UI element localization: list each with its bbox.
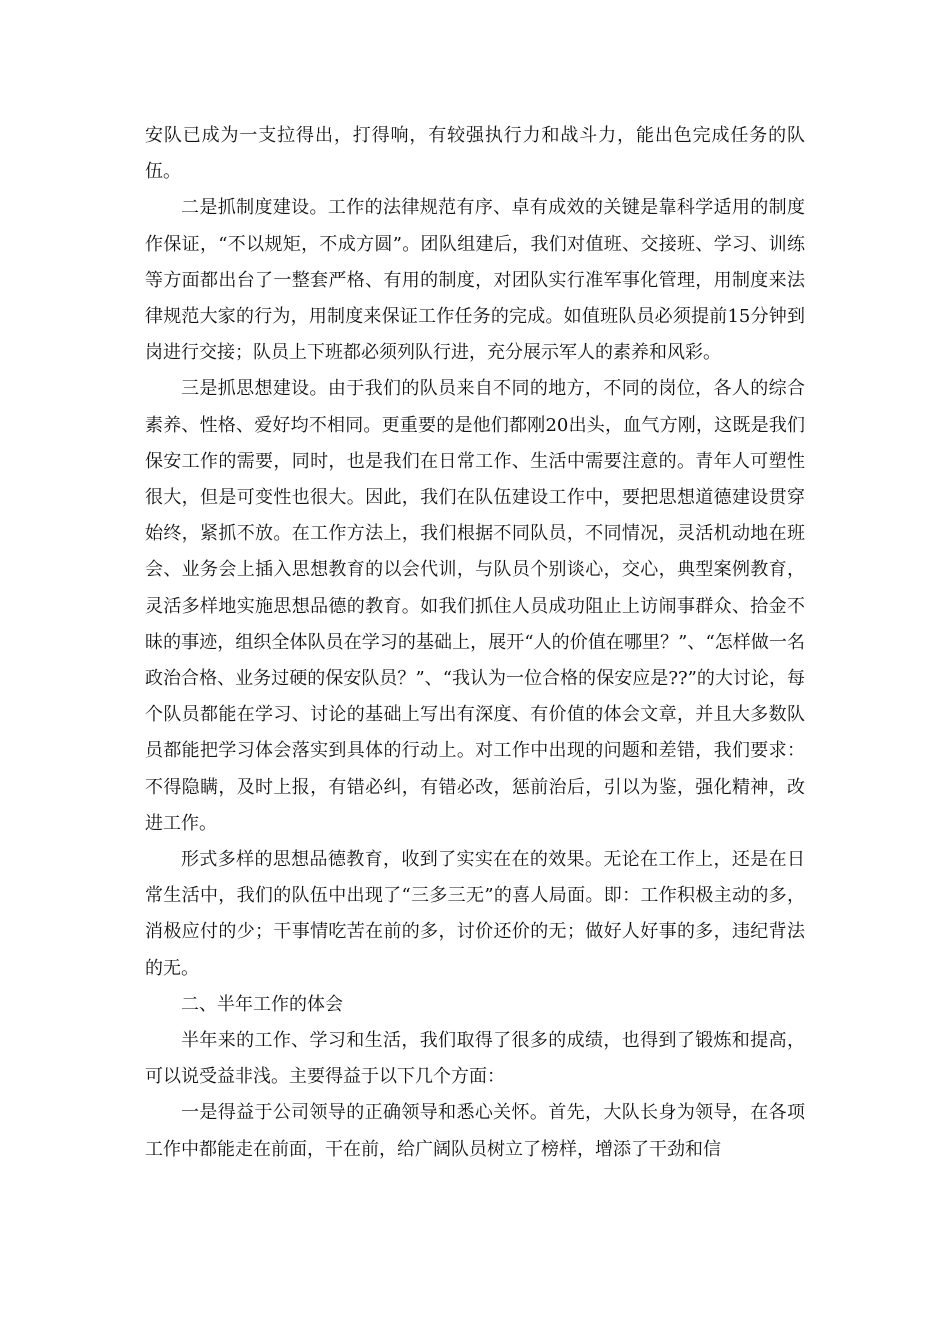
document-page <box>145 118 805 1168</box>
paragraph-continuation: 安队已成为一支拉得出，打得响，有较强执行力和战斗力，能出色完成任务的队伍。 <box>145 125 805 183</box>
paragraph-education-results: 形式多样的思想品德教育，收到了实实在在的效果。无论在工作上，还是在日常生活中，我们的队伍中出现了“三多三无”的喜人局面。即：工作积极主动的多，消极应付的少；干事情吃苦在前的多，讨价还价的无；做好人好事的多，违纪背法的无。 <box>145 849 805 979</box>
paragraph-system-building: 二是抓制度建设。工作的法律规范有序、卓有成效的关键是靠科学适用的制度作保证，“不以规矩，不成方圆”。团队组建后，我们对值班、交接班、学习、训练等方面都出台了一整套严格、有用的制度，对团队实行准军事化管理，用制度来法律规范大家的行为，用制度来保证工作任务的完成。如值班队员必须提前15分钟到岗进行交接；队员上下班都必须列队行进，充分展示军人的素养和风彩。 <box>145 197 805 364</box>
paragraph-ideology-building: 三是抓思想建设。由于我们的队员来自不同的地方，不同的岗位，各人的综合素养、性格、爱好均不相同。更重要的是他们都刚20出头，血气方刚，这既是我们保安工作的需要，同时，也是我们在日常工作、生活中需要注意的。青年人可塑性很大，但是可变性也很大。因此，我们在队伍建设工作中，要把思想道德建设贯穿始终，紧抓不放。在工作方法上，我们根据不同队员，不同情况，灵活机动地在班会、业务会上插入思想教育的以会代训，与队员个别谈心，交心，典型案例教育，灵活多样地实施思想品德的教育。如我们抓住人员成功阻止上访闹事群众、拾金不昧的事迹，组织全体队员在学习的基础上，展开“人的价值在哪里？”、“怎样做一名政治合格、业务过硬的保安队员？”、“我认为一位合格的保安应是??”的大讨论，每个队员都能在学习、讨论的基础上写出有深度、有价值的体会文章，并且大多数队员都能把学习体会落实到具体的行动上。对工作中出现的问题和差错，我们要求：不得隐瞒，及时上报，有错必纠，有错必改，惩前治后，引以为鉴，强化精神，改进工作。 <box>145 378 805 834</box>
section-heading-half-year-experience: 二、半年工作的体会 <box>181 993 343 1015</box>
paragraph-leadership: 一是得益于公司领导的正确领导和悉心关怀。首先，大队长身为领导，在各项工作中都能走在前面，干在前，给广阔队员树立了榜样，增添了干劲和信 <box>145 1102 805 1160</box>
paragraph-half-year-summary: 半年来的工作、学习和生活，我们取得了很多的成绩，也得到了锻炼和提高，可以说受益非浅。主要得益于以下几个方面： <box>145 1030 805 1088</box>
